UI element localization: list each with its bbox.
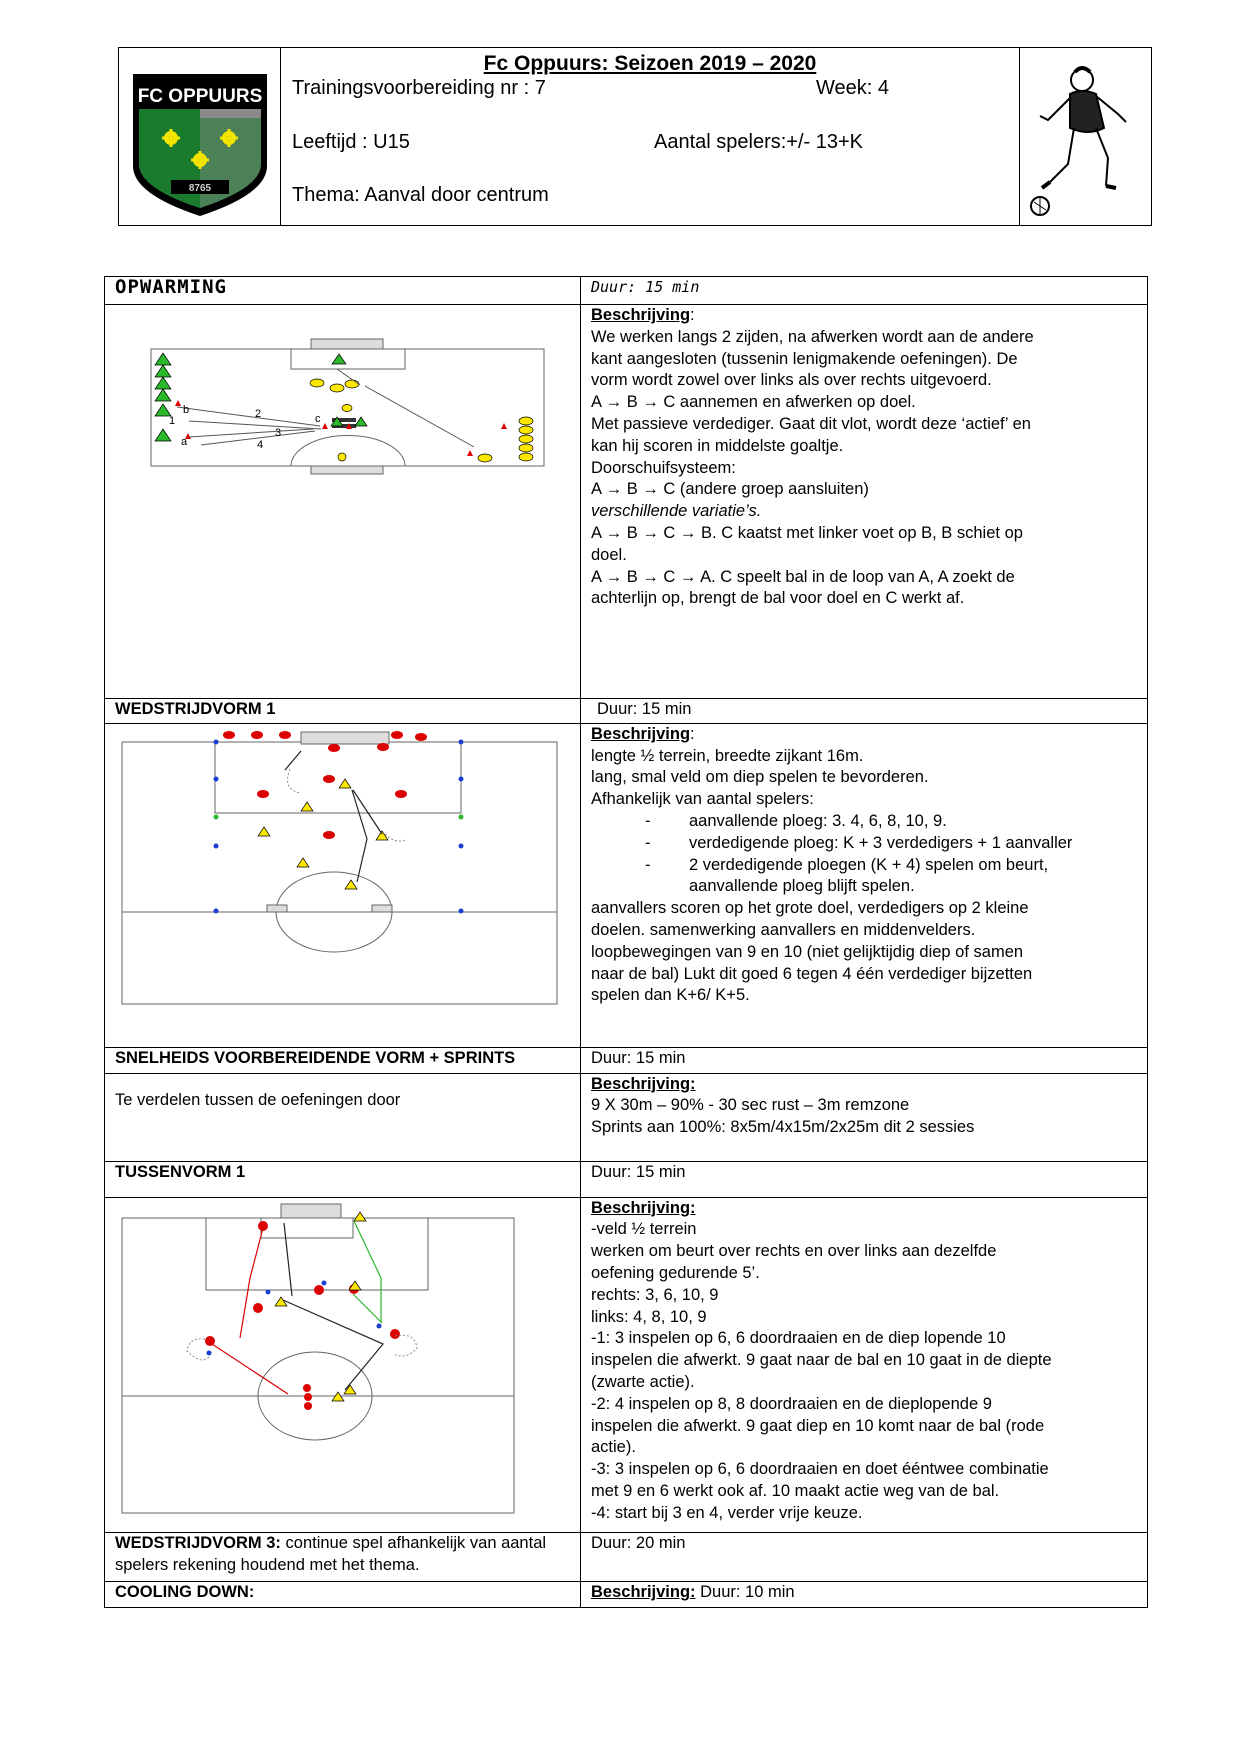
speed-form-description-cell	[581, 1073, 1148, 1161]
warmup-line: achterlijn op, brengt de bal voor doel en C werkt af.	[591, 589, 965, 608]
speed-form-line: Sprints aan 100%: 8x5m/4x15m/2x25m dit 2 sessies	[591, 1118, 975, 1137]
match-form-1-line: doelen. samenwerking aanvallers en middenvelders.	[591, 920, 976, 939]
speed-form-note: Te verdelen tussen de oefeningen door	[115, 1090, 401, 1109]
intermediate-form-line: actie).	[591, 1438, 636, 1457]
warmup-diagram-cell	[105, 305, 581, 699]
warmup-title-cell	[105, 277, 581, 305]
warmup-diagram	[105, 305, 581, 691]
warmup-line: A → B → C (andere groep aansluiten)	[591, 480, 869, 499]
warmup-desc-label: Beschrijving	[591, 306, 691, 324]
intermediate-form-line: inspelen die afwerkt. 9 gaat naar de bal en 10 gaat in de diepte	[591, 1351, 1052, 1370]
match-form-1-line: lang, smal veld om diep spelen te bevorderen.	[591, 768, 929, 787]
warmup-line: A → B → C aannemen en afwerken op doel.	[591, 393, 916, 412]
match-form-3-text: continue spel afhankelijk van aantal spelers rekening houdend met het thema.	[115, 1534, 547, 1575]
warmup-line: A → B → C → B. C kaatst met linker voet op B, B schiet op	[591, 523, 1023, 542]
player-count: Aantal spelers:+/- 13+K	[654, 131, 864, 153]
match-form-1-desc-label: Beschrijving	[591, 724, 691, 743]
warmup-description-cell	[581, 305, 1148, 699]
match-form-1-diagram-cell	[105, 723, 581, 1047]
header-box	[118, 47, 1152, 226]
label-4: 4	[257, 439, 264, 451]
label-b: b	[183, 404, 190, 416]
label-2: 2	[255, 408, 262, 420]
cooling-down-title: COOLING DOWN:	[105, 1582, 581, 1608]
intermediate-form-line: werken om beurt over rechts en over links aan dezelfde	[591, 1242, 997, 1261]
warmup-title: OPWARMING	[115, 276, 227, 298]
match-form-1-bullet: - verdedigende ploeg: K + 3 verdedigers + 1 aanvaller	[591, 833, 1137, 855]
match-form-3-duration: Duur: 20 min	[581, 1533, 1148, 1582]
intermediate-form-desc-label: Beschrijving:	[591, 1198, 696, 1217]
speed-form-desc-label: Beschrijving:	[591, 1074, 696, 1093]
match-form-1-line: lengte ½ terrein, breedte zijkant 16m.	[591, 746, 864, 765]
speed-form-left-cell	[105, 1073, 581, 1161]
logo-number: 8765	[188, 183, 212, 194]
match-form-1-desc-colon: :	[690, 724, 695, 743]
intermediate-form-line: links: 4, 8, 10, 9	[591, 1307, 707, 1326]
speed-form-duration: Duur: 15 min	[581, 1047, 1148, 1073]
match-form-1-line: aanvallers scoren op het grote doel, verdedigers op 2 kleine	[591, 899, 1029, 918]
football-player-icon	[1020, 48, 1151, 227]
intermediate-form-title: TUSSENVORM 1	[105, 1161, 581, 1197]
warmup-line: We werken langs 2 zijden, na afwerken wordt aan de andere	[591, 327, 1034, 346]
warmup-line: doel.	[591, 545, 627, 564]
warmup-line: Doorschuifsysteem:	[591, 458, 736, 477]
logo-text: FC OPPUURS	[137, 86, 263, 107]
week-number: Week: 4	[816, 77, 889, 99]
match-form-1-line: Afhankelijk van aantal spelers:	[591, 790, 814, 809]
match-form-1-description-cell	[581, 723, 1148, 1047]
match-form-3-title: WEDSTRIJDVORM 3:	[115, 1534, 281, 1553]
match-form-1-duration: Duur: 15 min	[581, 698, 1148, 723]
intermediate-form-line: (zwarte actie).	[591, 1372, 695, 1391]
season-title: Fc Oppuurs: Seizoen 2019 – 2020	[483, 52, 817, 75]
intermediate-form-line: -2: 4 inspelen op 8, 8 doordraaien en de dieplopende 9	[591, 1394, 992, 1413]
training-number: Trainingsvoorbereiding nr : 7	[292, 77, 546, 99]
cooling-down-cell	[581, 1582, 1148, 1608]
match-form-1-line: spelen dan K+6/ K+5.	[591, 986, 750, 1005]
intermediate-form-duration: Duur: 15 min	[581, 1161, 1148, 1197]
age-group: Leeftijd : U15	[292, 131, 410, 153]
match-form-1-line: naar de bal) Lukt dit goed 6 tegen 4 één verdediger bijzetten	[591, 964, 1033, 983]
club-logo	[119, 48, 280, 227]
warmup-duration: Duur: 15 min	[591, 278, 700, 296]
warmup-duration-cell	[581, 277, 1148, 305]
intermediate-form-line: -3: 3 inspelen op 6, 6 doordraaien en doet ééntwee combinatie	[591, 1460, 1049, 1479]
header-info	[281, 48, 1019, 225]
match-form-1-bullet: - aanvallende ploeg: 3. 4, 6, 8, 10, 9.	[591, 811, 1137, 833]
label-c: c	[315, 413, 321, 425]
intermediate-form-line: -4: start bij 3 en 4, verder vrije keuze.	[591, 1503, 863, 1522]
label-a: a	[181, 436, 188, 448]
warmup-line: kan hij scoren in middelste goaltje.	[591, 436, 844, 455]
match-form-1-line: loopbewegingen van 9 en 10 (niet gelijktijdig diep of samen	[591, 942, 1024, 961]
intermediate-form-line: met 9 en 6 werkt ook af. 10 maakt actie weg van de bal.	[591, 1481, 1000, 1500]
intermediate-form-diagram	[105, 1198, 581, 1526]
warmup-variations: verschillende variatie’s.	[591, 502, 762, 521]
speed-form-title: SNELHEIDS VOORBEREIDENDE VORM + SPRINTS	[105, 1047, 581, 1073]
match-form-3-cell	[105, 1533, 581, 1582]
match-form-1-bullet: - 2 verdedigende ploegen (K + 4) spelen om beurt, aanvallende ploeg blijft spelen.	[591, 855, 1137, 899]
warmup-line: vorm wordt zowel over links als over rechts uitgevoerd.	[591, 371, 992, 390]
warmup-desc-colon: :	[690, 306, 695, 324]
match-form-1-title: WEDSTRIJDVORM 1	[105, 698, 581, 723]
player-illustration-cell	[1019, 48, 1151, 225]
intermediate-form-line: -veld ½ terrein	[591, 1220, 697, 1239]
intermediate-form-line: -1: 3 inspelen op 6, 6 doordraaien en de diep lopende 10	[591, 1329, 1006, 1348]
intermediate-form-line: oefening gedurende 5’.	[591, 1263, 760, 1282]
cooling-down-desc-label: Beschrijving:	[591, 1583, 696, 1602]
warmup-line: A → B → C → A. C speelt bal in de loop van A, A zoekt de	[591, 567, 1015, 586]
intermediate-form-description-cell	[581, 1197, 1148, 1533]
cooling-down-duration: Duur: 10 min	[695, 1583, 795, 1602]
club-logo-cell	[119, 48, 281, 225]
intermediate-form-line: rechts: 3, 6, 10, 9	[591, 1285, 719, 1304]
label-1: 1	[169, 415, 176, 427]
training-plan-table	[104, 276, 1148, 1608]
label-3: 3	[275, 427, 282, 439]
intermediate-form-diagram-cell	[105, 1197, 581, 1533]
match-form-1-diagram	[105, 724, 581, 1040]
warmup-line: kant aangesloten (tussenin lenigmakende oefeningen). De	[591, 349, 1018, 368]
speed-form-line: 9 X 30m – 90% - 30 sec rust – 3m remzone	[591, 1096, 910, 1115]
warmup-line: Met passieve verdediger. Gaat dit vlot, wordt deze ‘actief’ en	[591, 414, 1031, 433]
training-theme: Thema: Aanval door centrum	[292, 184, 549, 206]
intermediate-form-line: inspelen die afwerkt. 9 gaat diep en 10 komt naar de bal (rode	[591, 1416, 1045, 1435]
